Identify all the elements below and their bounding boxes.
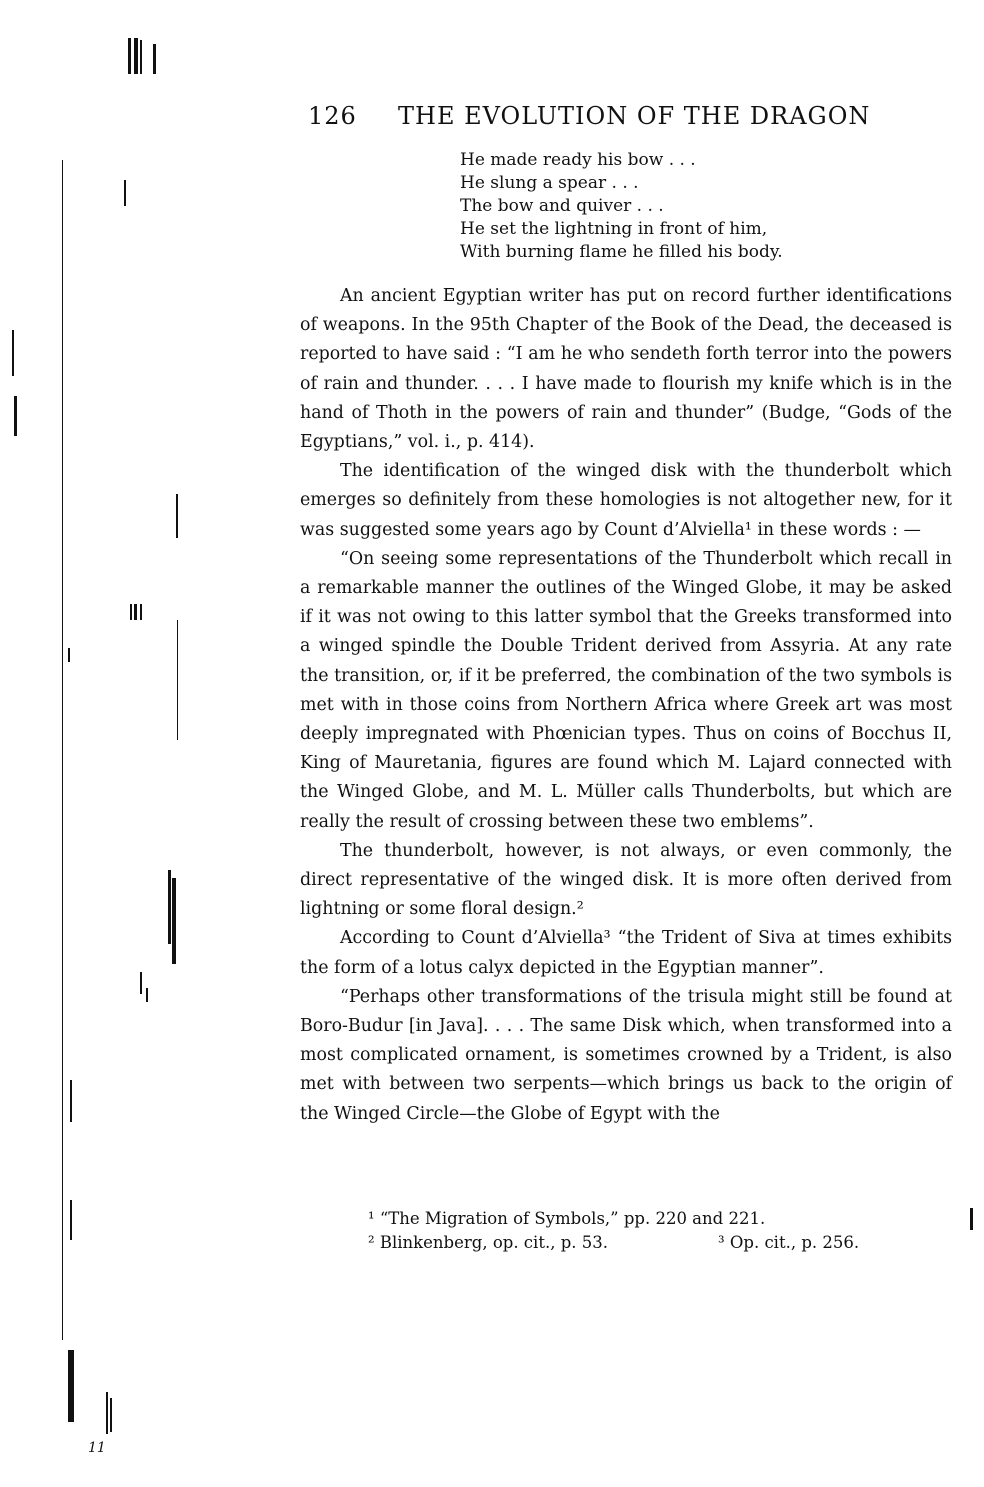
scan-mark: [177, 620, 178, 740]
scan-mark: [172, 878, 176, 964]
scan-mark: [68, 1350, 74, 1422]
scan-mark: [12, 330, 14, 376]
verse-line: The bow and quiver . . .: [460, 196, 664, 216]
paragraph: The thunderbolt, however, is not always, or even commonly, the direct representative of the winged disk. It is more often derived from lightning or some floral design.²: [300, 840, 952, 920]
scan-mark: [153, 44, 156, 74]
scan-mark: [70, 1200, 72, 1240]
verse-line: He made ready his bow . . .: [460, 150, 696, 170]
scan-mark: [14, 396, 17, 436]
scan-mark: [106, 1392, 108, 1434]
verse-line: With burning flame he filled his body.: [460, 242, 783, 262]
footnote: ¹ “The Migration of Symbols,” pp. 220 and 221.: [368, 1209, 766, 1228]
scan-mark: [110, 1398, 112, 1432]
scan-mark: [140, 604, 142, 620]
footnote: ³ Op. cit., p. 256.: [718, 1233, 860, 1252]
page-number: 126: [308, 102, 357, 130]
scan-mark: [128, 38, 131, 74]
corner-mark: 11: [88, 1440, 106, 1456]
scan-mark: [146, 988, 148, 1002]
scan-mark: [70, 1080, 72, 1122]
scan-mark: [134, 38, 138, 74]
scan-mark: [176, 494, 178, 538]
paragraph: “Perhaps other transformations of the trisula might still be found at Boro-Budur [in Java]. . . . The same Disk which, when transformed into a most complicated ornament, is sometimes crowned by a Trident, is also met with between two serpents—which brings us back to the origin of the Winged Circle—the Globe of Egypt with the: [300, 986, 952, 1124]
scan-mark: [168, 870, 171, 944]
paragraph: “On seeing some representations of the Thunderbolt which recall in a remarkable manner the outlines of the Winged Globe, it may be asked if it was not owing to this latter symbol that the Greeks transformed into a winged spindle the Double Trident derived from Assyria. At any rate the transition, or, if it be preferred, the combination of the two symbols is met with in those coins from Northern Africa where Greek art was most deeply impregnated with Phœnician types. Thus on coins of Bocchus II, King of Mauretania, figures are found which M. Lajard connected with the Winged Globe, and M. L. Müller calls Thunderbolts, but which are really the result of crossing between these two emblems”.: [300, 548, 952, 832]
verse-line: He set the lightning in front of him,: [460, 219, 768, 239]
scan-mark: [68, 648, 70, 662]
paragraph: The identification of the winged disk with the thunderbolt which emerges so definitely from these homologies is not altogether new, for it was suggested some years ago by Count d’Alviella¹ in these words : —: [300, 461, 952, 540]
body-text: [300, 282, 952, 1129]
scan-mark: [970, 1208, 973, 1230]
scan-mark: [140, 40, 142, 74]
page-header: [308, 102, 908, 134]
scan-mark: [124, 180, 126, 206]
verse-line: He slung a spear . . .: [460, 173, 639, 193]
verse-quotation: [460, 149, 880, 264]
paragraph: An ancient Egyptian writer has put on record further identifications of weapons. In the 95th Chapter of the Book of the Dead, the deceased is reported to have said : “I am he who sendeth forth terror into the powers of rain and thunder. . . . I have made to flourish my knife which is in the hand of Thoth in the powers of rain and thunder” (Budge, “Gods of the Egyptians,” vol. i., p. 414).: [300, 286, 952, 453]
paragraph: According to Count d’Alviella³ “the Trident of Siva at times exhibits the form of a lotus calyx depicted in the Egyptian manner”.: [300, 928, 952, 978]
running-title: THE EVOLUTION OF THE DRAGON: [398, 102, 871, 130]
scan-mark: [134, 604, 137, 620]
footnote: ² Blinkenberg, op. cit., p. 53.: [368, 1233, 608, 1252]
scan-mark: [62, 160, 63, 1340]
footnotes: [368, 1207, 888, 1255]
scan-mark: [140, 972, 142, 994]
scan-mark: [130, 604, 132, 620]
